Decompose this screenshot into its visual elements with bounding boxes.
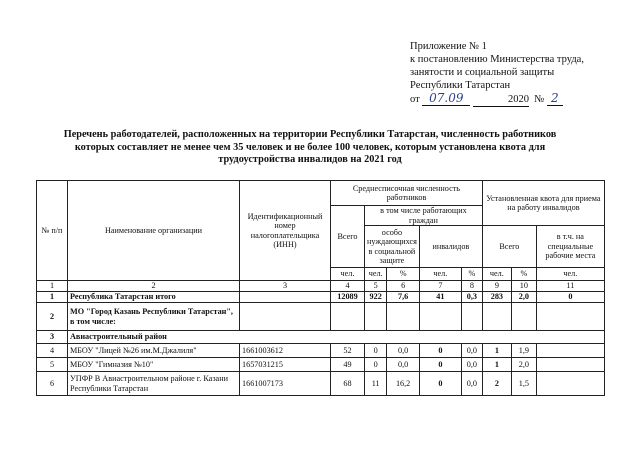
unit-cell: чел. (419, 268, 461, 281)
annex-block (410, 40, 635, 107)
annex-date-line (410, 92, 635, 107)
row-quota-pct: 2,0 (511, 358, 536, 372)
table-row (37, 358, 605, 372)
row-name: МО "Город Казань Республики Татарстан", в том числе: (68, 303, 240, 331)
header-name: Наименование организации (68, 181, 240, 281)
row-total: 68 (331, 372, 365, 396)
column-number: 5 (365, 281, 387, 292)
annex-line-2: к постановлению Министерства труда, (410, 54, 584, 65)
title-line-2: которых составляет не менее чем 35 человек и не более 100 человек, которым установлена квота для (74, 141, 546, 153)
row-special: 0 (365, 344, 387, 358)
row-disabled: 0 (419, 358, 461, 372)
row-quota-special (536, 358, 604, 372)
row-special-pct: 16,2 (387, 372, 420, 396)
row-disabled: 41 (419, 292, 461, 303)
header-num: № п/п (37, 181, 68, 281)
row-disabled-pct: 0,0 (461, 372, 482, 396)
row-disabled-pct (461, 303, 482, 331)
annex-date: 07.09 (422, 92, 470, 106)
row-inn: 1661003612 (240, 344, 331, 358)
annex-year: 2020 (473, 93, 529, 107)
row-special-pct: 0,0 (387, 344, 420, 358)
row-num: 2 (37, 303, 68, 331)
column-number: 2 (68, 281, 240, 292)
row-total (331, 303, 365, 331)
row-quota: 2 (482, 372, 511, 396)
column-number: 6 (387, 281, 420, 292)
unit-cell: чел. (365, 268, 387, 281)
row-quota: 1 (482, 358, 511, 372)
row-quota (482, 303, 511, 331)
header-disabled: инвалидов (419, 226, 482, 268)
row-disabled (419, 303, 461, 331)
row-special: 11 (365, 372, 387, 396)
row-quota-pct (511, 303, 536, 331)
row-district: Авиастроительный район (68, 331, 605, 344)
row-quota-special (536, 372, 604, 396)
row-name: МБОУ "Гимназия №10" (68, 358, 240, 372)
column-number: 7 (419, 281, 461, 292)
row-name: Республика Татарстан итого (68, 292, 240, 303)
row-inn: 1661007173 (240, 372, 331, 396)
header-special-need: особо нуждающихся в социальной защите (365, 226, 420, 268)
row-num: 1 (37, 292, 68, 303)
row-quota-special (536, 344, 604, 358)
row-quota-pct: 2,0 (511, 292, 536, 303)
column-number: 8 (461, 281, 482, 292)
unit-cell: чел. (482, 268, 511, 281)
row-disabled-pct: 0,0 (461, 344, 482, 358)
annex-number-sign: № (534, 94, 545, 105)
row-num: 4 (37, 344, 68, 358)
header-quota-special: в т.ч. на специальные рабочие места (536, 226, 604, 268)
row-special (365, 303, 387, 331)
annex-line-4: Республики Татарстан (410, 80, 511, 91)
row-disabled: 0 (419, 344, 461, 358)
column-number: 4 (331, 281, 365, 292)
header-avg-staff: Среднесписочная численность работников (331, 181, 483, 206)
unit-cell: чел. (331, 268, 365, 281)
row-special: 0 (365, 358, 387, 372)
header-quota: Установленная квота для приема на работу инвалидов (482, 181, 604, 226)
table-row (37, 292, 605, 303)
row-disabled: 0 (419, 372, 461, 396)
unit-cell: чел. (536, 268, 604, 281)
header-including: в том числе работающих граждан (365, 206, 483, 226)
annex-from: от (410, 94, 420, 105)
row-disabled-pct: 0,3 (461, 292, 482, 303)
row-name: УПФР В Авиастроительном районе г. Казани Республики Татарстан (68, 372, 240, 396)
row-num: 3 (37, 331, 68, 344)
row-total: 52 (331, 344, 365, 358)
row-quota-pct: 1,9 (511, 344, 536, 358)
row-special-pct: 0,0 (387, 358, 420, 372)
column-number: 3 (240, 281, 331, 292)
title-line-3: трудоустройства инвалидов на 2021 год (218, 154, 402, 165)
table-row (37, 303, 605, 331)
column-number: 9 (482, 281, 511, 292)
row-quota-pct: 1,5 (511, 372, 536, 396)
title-line-1: Перечень работодателей, расположенных на территории Республики Татарстан, численность работников (63, 129, 557, 140)
column-number: 10 (511, 281, 536, 292)
row-quota: 1 (482, 344, 511, 358)
row-num: 5 (37, 358, 68, 372)
row-inn (240, 292, 331, 303)
header-quota-total: Всего (482, 226, 536, 268)
employers-table (36, 180, 605, 396)
row-quota: 283 (482, 292, 511, 303)
row-name: МБОУ "Лицей №26 им.М.Джалиля" (68, 344, 240, 358)
unit-cell: % (387, 268, 420, 281)
row-num: 6 (37, 372, 68, 396)
row-total: 12089 (331, 292, 365, 303)
row-quota-special: 0 (536, 292, 604, 303)
unit-cell: % (461, 268, 482, 281)
row-total: 49 (331, 358, 365, 372)
header-total: Всего (331, 206, 365, 268)
annex-line-1: Приложение № 1 (410, 41, 487, 52)
column-number: 1 (37, 281, 68, 292)
column-number: 11 (536, 281, 604, 292)
row-disabled-pct: 0,0 (461, 358, 482, 372)
row-special-pct (387, 303, 420, 331)
unit-cell: % (511, 268, 536, 281)
document-title (50, 129, 570, 167)
row-special: 922 (365, 292, 387, 303)
row-special-pct: 7,6 (387, 292, 420, 303)
table-row (37, 372, 605, 396)
table-row (37, 331, 605, 344)
header-inn: Идентификационный номер налогоплательщика (ИНН) (240, 181, 331, 281)
column-numbers-row (37, 281, 605, 292)
row-inn (240, 303, 331, 331)
annex-number: 2 (547, 92, 563, 106)
annex-line-3: занятости и социальной защиты (410, 67, 555, 78)
table-row (37, 344, 605, 358)
row-inn: 1657031215 (240, 358, 331, 372)
row-quota-special (536, 303, 604, 331)
